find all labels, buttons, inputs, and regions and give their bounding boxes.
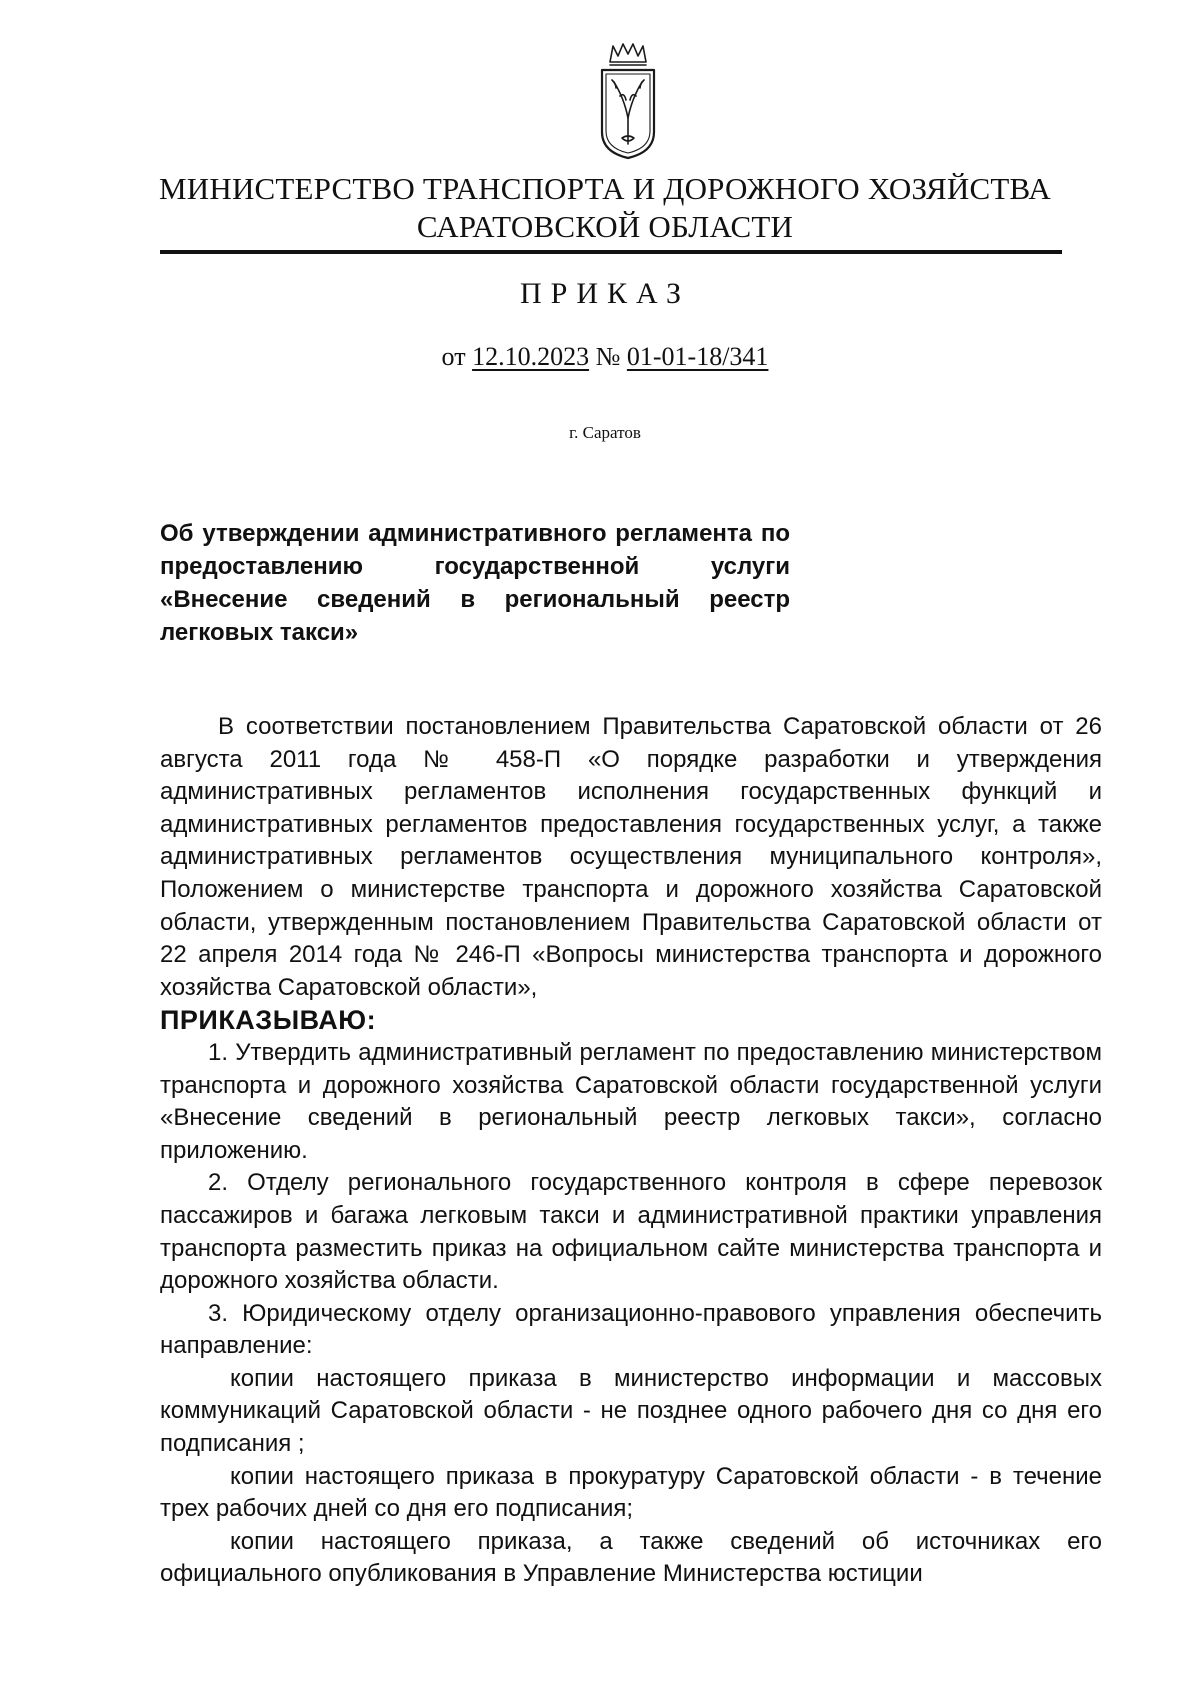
item-3b-paragraph: копии настоящего приказа в прокуратуру Саратовской области - в течение трех рабочих дней со дня его подписания;	[160, 1462, 1102, 1523]
order-subject: Об утверждении административного регламента по предоставлению государственной услуги «Внесение сведений в региональный реестр легковых такси»	[160, 520, 790, 646]
ministry-name-line1: МИНИСТЕРСТВО ТРАНСПОРТА И ДОРОЖНОГО ХОЗЯЙСТВА	[159, 171, 1051, 206]
order-body	[160, 711, 1102, 1591]
order-title: ПРИКАЗ	[520, 277, 690, 310]
header-divider	[160, 250, 1062, 254]
item-2-paragraph: 2. Отделу регионального государственного контроля в сфере перевозок пассажиров и багажа легковым такси и административной практики управления транспорта разместить приказ на официальном сайте министерства транспорта и дорожного хозяйства области.	[160, 1169, 1102, 1295]
order-number: 01-01-18/341	[626, 342, 769, 371]
order-date-number	[150, 342, 1060, 372]
ministry-name-line2: САРАТОВСКОЙ ОБЛАСТИ	[416, 209, 794, 244]
order-city: г. Саратов	[569, 423, 641, 442]
order-number-sign: №	[595, 342, 621, 371]
decree-word: ПРИКАЗЫВАЮ:	[160, 1005, 377, 1036]
saratov-coat-of-arms-icon	[598, 40, 658, 162]
item-3c-paragraph: копии настоящего приказа, а также сведений об источниках его официального опубликования в Управление Министерства юстиции	[160, 1527, 1102, 1588]
item-1-paragraph: 1. Утвердить административный регламент по предоставлению министерством транспорта и дорожного хозяйства Саратовской области государственной услуги «Внесение сведений в региональный реестр легковых такси», согласно приложению.	[160, 1038, 1102, 1164]
order-date: 12.10.2023	[472, 342, 590, 371]
order-date-prefix: от	[441, 342, 466, 371]
item-3-paragraph: 3. Юридическому отделу организационно-правового управления обеспечить направление:	[160, 1299, 1102, 1360]
item-3a-paragraph: копии настоящего приказа в министерство информации и массовых коммуникаций Саратовской области - не позднее одного рабочего дня со дня его подписания ;	[160, 1364, 1102, 1458]
preamble-paragraph: В соответствии постановлением Правительства Саратовской области от 26 августа 2011 года № 458-П «О порядке разработки и утверждения административных регламентов исполнения государственных функций и административных регламентов предоставления государственных услуг, а также административных регламентов осуществления муниципального контроля», Положением о министерстве транспорта и дорожного хозяйства Саратовской области, утвержденным постановлением Правительства Саратовской области от 22 апреля 2014 года № 246-П «Вопросы министерства транспорта и дорожного хозяйства Саратовской области»,	[160, 713, 1102, 1001]
